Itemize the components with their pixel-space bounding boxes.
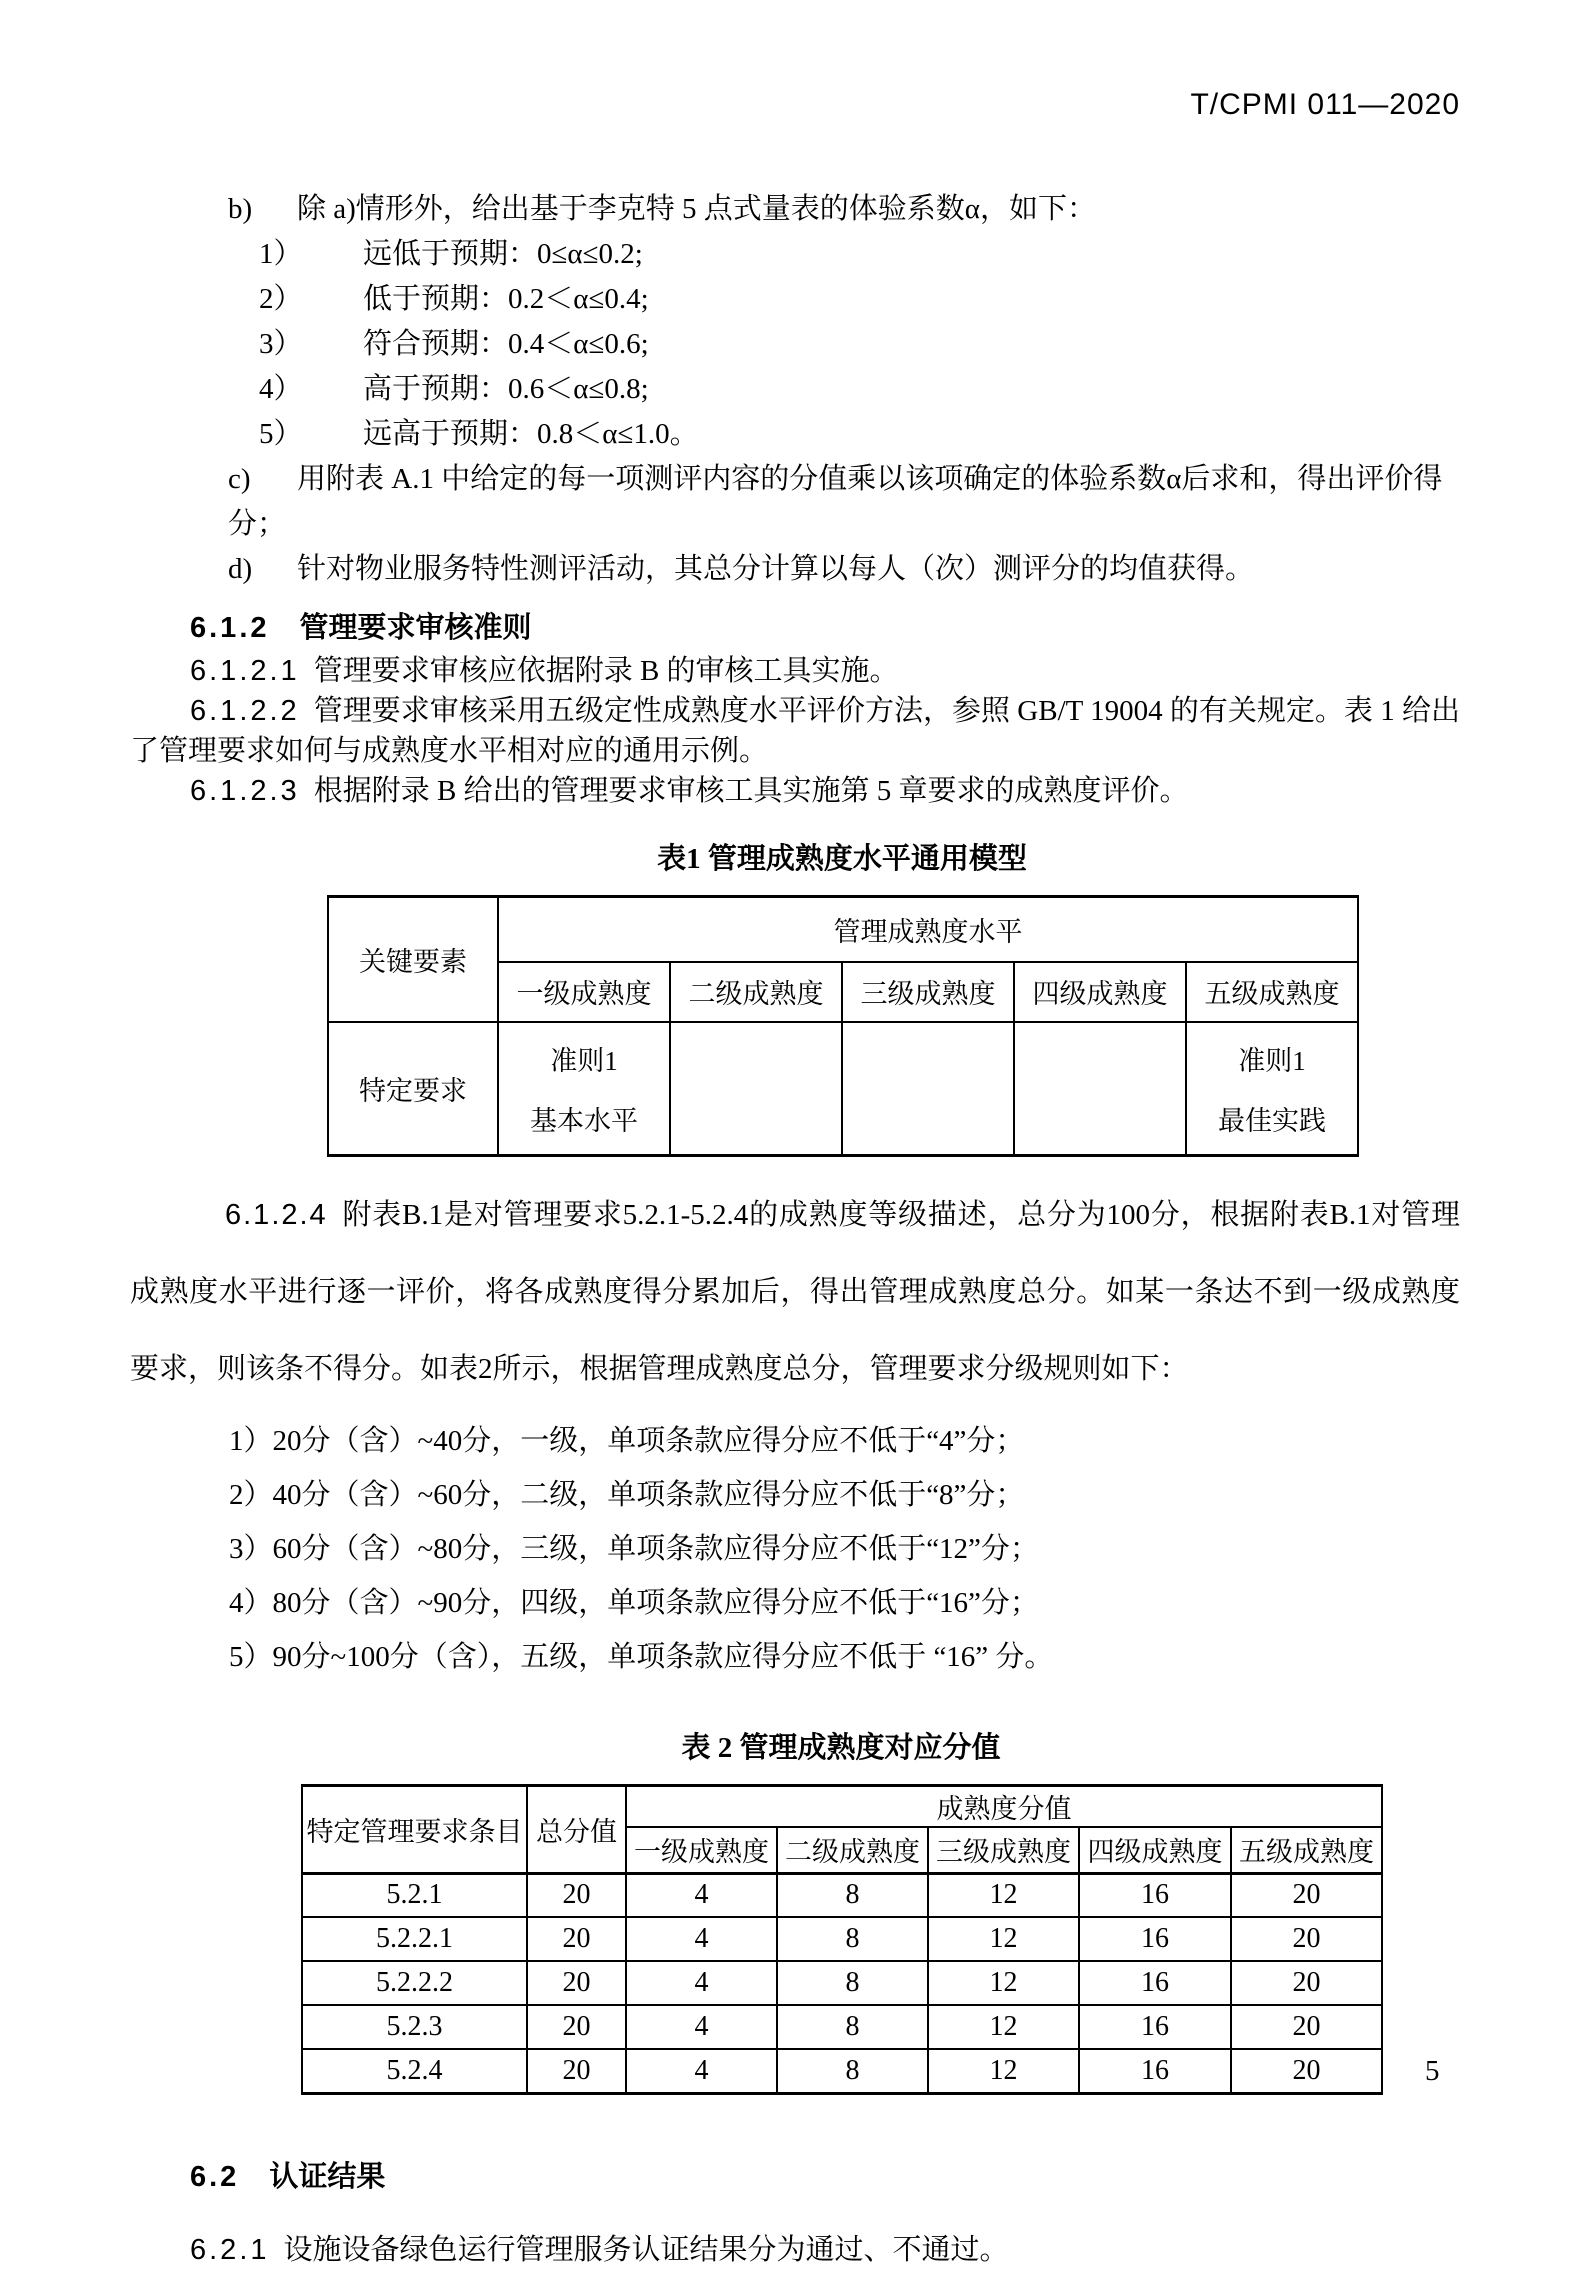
doc-code: T/CPMI 011—2020 — [1190, 88, 1460, 121]
table1-cell — [842, 1022, 1014, 1156]
clause-6-2-1: 6.2.1 设施设备绿色运行管理服务认证结果分为通过、不通过。 — [190, 2233, 1009, 2266]
table1-level-header: 三级成熟度 — [842, 962, 1014, 1022]
likert-item-3: 3） 符合预期：0.4＜α≤0.6; — [259, 328, 649, 360]
table2-total-header: 总分值 — [527, 1785, 626, 1873]
clause-6-1-2-1: 6.1.2.1 管理要求审核应依据附录 B 的审核工具实施。 — [190, 655, 899, 687]
list-item-b-text: 除 a)情形外，给出基于李克特 5 点式量表的体验系数α，如下： — [297, 193, 1096, 225]
table2-level-header: 三级成熟度 — [928, 1827, 1079, 1873]
clause-6-1-2-2: 6.1.2.2 管理要求审核采用五级定性成熟度水平评价方法，参照 GB/T 19004 的有关规定。表 1 给出了管理要求如何与成熟度水平相对应的通用示例。 — [130, 695, 1460, 767]
grading-rules — [130, 1414, 1460, 1684]
table2-item-header: 特定管理要求条目 — [302, 1785, 527, 1873]
table1-cell — [1014, 1022, 1186, 1156]
list-item-b — [130, 187, 1460, 232]
table1-level-header: 一级成熟度 — [498, 962, 670, 1022]
table1-caption: 表1 管理成熟度水平通用模型 — [657, 843, 1027, 875]
grading-rule-1: 1）20分（含）~40分，一级，单项条款应得分应不低于“4”分； — [229, 1424, 1025, 1457]
grading-rule-2: 2）40分（含）~60分，二级，单项条款应得分应不低于“8”分； — [229, 1478, 1025, 1511]
grading-rule-3: 3）60分（含）~80分，三级，单项条款应得分应不低于“12”分； — [229, 1532, 1039, 1565]
page-number: 5 — [1425, 2055, 1440, 2087]
table2-level-header: 二级成熟度 — [777, 1827, 928, 1873]
table1-cell: 准则1 基本水平 — [498, 1022, 670, 1156]
table-row: 5.2.1 20 4 8 12 16 20 — [302, 1873, 1382, 1917]
heading-6-1-2: 6.1.2 管理要求审核准则 — [190, 612, 532, 644]
grading-rule-5: 5）90分~100分（含），五级，单项条款应得分应不低于 “16” 分。 — [229, 1640, 1054, 1673]
table2 — [301, 1784, 1383, 2095]
likert-item-1: 1） 远低于预期：0≤α≤0.2; — [259, 238, 643, 270]
table1-level-header: 四级成熟度 — [1014, 962, 1186, 1022]
table1-level-header: 二级成熟度 — [670, 962, 842, 1022]
table1-row-label: 特定要求 — [328, 1022, 498, 1156]
table2-level-header: 一级成熟度 — [626, 1827, 777, 1873]
clause-6-1-2-3: 6.1.2.3 根据附录 B 给出的管理要求审核工具实施第 5 章要求的成熟度评价。 — [190, 775, 1189, 807]
table-row: 5.2.3 20 4 8 12 16 20 — [302, 2005, 1382, 2049]
table1-cell — [670, 1022, 842, 1156]
list-item-b-label: b) — [228, 193, 253, 225]
table1-cell: 准则1 最佳实践 — [1186, 1022, 1358, 1156]
table2-caption: 表 2 管理成熟度对应分值 — [681, 1731, 1001, 1764]
heading-6-2: 6.2 认证结果 — [190, 2160, 386, 2193]
table-row: 5.2.4 20 4 8 12 16 20 — [302, 2049, 1382, 2093]
table1-group-header: 管理成熟度水平 — [498, 897, 1358, 962]
table2-level-header: 五级成熟度 — [1231, 1827, 1382, 1873]
likert-item-2: 2） 低于预期：0.2＜α≤0.4; — [259, 283, 649, 315]
table1-key-header: 关键要素 — [328, 897, 498, 1022]
table1 — [327, 895, 1359, 1157]
table2-level-header: 四级成熟度 — [1079, 1827, 1231, 1873]
table-row: 5.2.2.1 20 4 8 12 16 20 — [302, 1917, 1382, 1961]
clause-6-1-2-4: 6.1.2.4 附表B.1是对管理要求5.2.1-5.2.4的成熟度等级描述，总分为100分，根据附表B.1对管理成熟度水平进行逐一评价，将各成熟度得分累加后，得出管理成熟度总分。如某一条达不到一级成熟度要求，则该条不得分。如表2所示，根据管理成熟度总分，管理要求分级规则如下： — [130, 1198, 1460, 1385]
table1-level-header: 五级成熟度 — [1186, 962, 1358, 1022]
list-item-c: c) 用附表 A.1 中给定的每一项测评内容的分值乘以该项确定的体验系数α后求和，得出评价得分； — [228, 463, 1443, 540]
table-row: 5.2.2.2 20 4 8 12 16 20 — [302, 1961, 1382, 2005]
table2-group-header: 成熟度分值 — [626, 1785, 1382, 1827]
likert-item-5: 5） 远高于预期：0.8＜α≤1.0。 — [259, 418, 699, 450]
grading-rule-4: 4）80分（含）~90分，四级，单项条款应得分应不低于“16”分； — [229, 1586, 1039, 1619]
likert-item-4: 4） 高于预期：0.6＜α≤0.8; — [259, 373, 649, 405]
list-item-d: d) 针对物业服务特性测评活动，其总分计算以每人（次）测评分的均值获得。 — [228, 553, 1255, 585]
